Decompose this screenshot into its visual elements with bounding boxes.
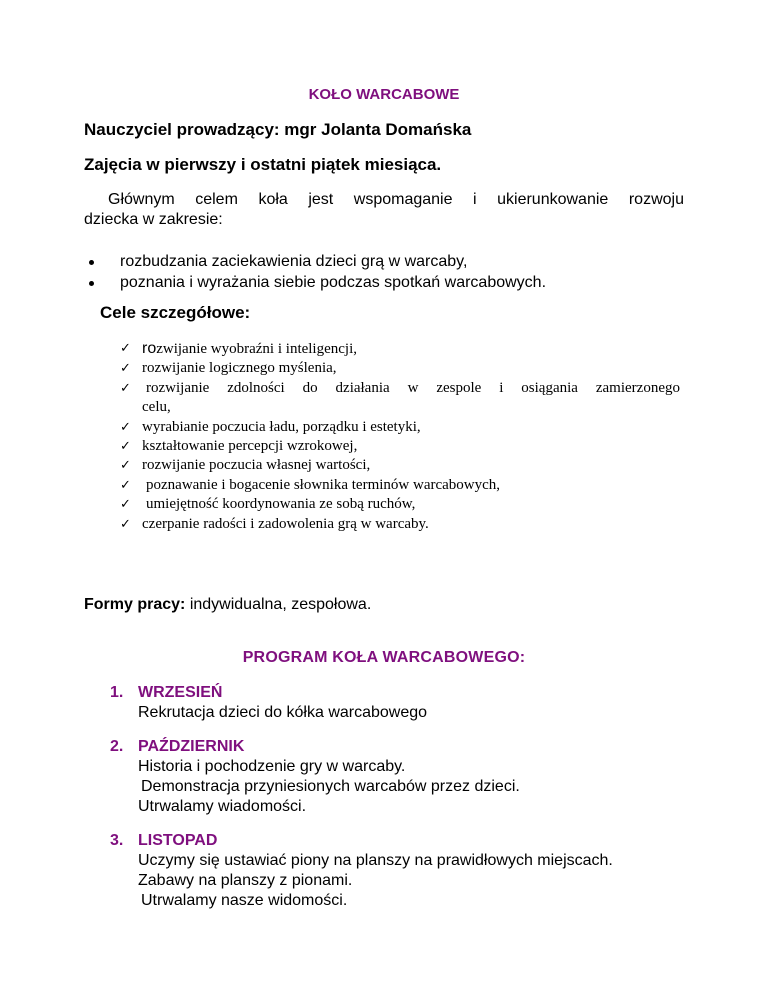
goal-item: ✓ rozwijanie poczucia własnej wartości, — [120, 456, 680, 475]
goal-item: ✓ czerpanie radości i zadowolenia grą w warcaby. — [120, 515, 680, 534]
month-line: Utrwalamy wiadomości. — [138, 798, 307, 815]
checkmark-icon: ✓ — [120, 458, 131, 474]
intro-word: jest — [308, 191, 334, 208]
month-line: Zabawy na planszy z pionami. — [138, 872, 353, 889]
month-section-september — [110, 683, 613, 723]
goal-item: ✓ rozwijanie zdolności do działania w zespole i osiągania zamierzonego celu, — [120, 379, 680, 416]
goal-item: ✓ rozwijanie wyobraźni i inteligencji, — [120, 340, 357, 357]
intro-word: wspomaganie — [353, 191, 453, 208]
intro-word: rozwoju — [628, 191, 684, 208]
program-title: PROGRAM KOŁA WARCABOWEGO: — [242, 649, 526, 666]
bullet-item: poznania i wyrażania siebie podczas spotkań warcabowych. — [84, 272, 546, 293]
intro-word: i — [473, 191, 477, 208]
month-list — [110, 683, 613, 925]
goal-item: ✓ umiejętność koordynowania ze sobą ruchów, — [120, 495, 680, 514]
month-heading: 1. WRZESIEŃ — [110, 684, 223, 701]
goals-heading: Cele szczegółowe: — [100, 303, 251, 322]
month-line: Historia i pochodzenie gry w warcaby. — [138, 758, 406, 775]
bullet-list — [84, 251, 546, 293]
intro-word: celem — [195, 191, 238, 208]
month-heading: 2. PAŹDZIERNIK — [110, 738, 245, 755]
goal-item: ✓ wyrabianie poczucia ładu, porządku i estetyki, — [120, 418, 680, 437]
goal-item: ✓ kształtowanie percepcji wzrokowej, — [120, 437, 680, 456]
checkmark-icon: ✓ — [120, 477, 131, 493]
schedule-line: Zajęcia w pierwszy i ostatni piątek miesiąca. — [84, 155, 442, 174]
month-line: Rekrutacja dzieci do kółka warcabowego — [138, 704, 428, 721]
intro-word: koła — [258, 191, 288, 208]
bullet-item: rozbudzania zaciekawienia dzieci grą w warcaby, — [84, 251, 546, 272]
intro-word: Głównym — [108, 191, 175, 208]
intro-word: ukierunkowanie — [497, 191, 609, 208]
month-section-october — [110, 737, 613, 817]
month-line: Uczymy się ustawiać piony na planszy na prawidłowych miejscach. — [138, 852, 613, 869]
work-forms-label: Formy pracy: — [84, 596, 186, 613]
goal-item-justified-line: rozwijanie zdolności do działania w zespole i osiągania zamierzonego — [146, 379, 680, 396]
month-line: Utrwalamy nasze widomości. — [141, 892, 348, 909]
checkmark-icon: ✓ — [120, 516, 131, 532]
intro-line-1 — [84, 190, 684, 210]
goal-item: ✓ rozwijanie logicznego myślenia, — [120, 359, 680, 378]
intro-paragraph — [84, 190, 684, 230]
checkmark-icon: ✓ — [120, 341, 131, 356]
work-forms-value: indywidualna, zespołowa. — [185, 596, 372, 613]
document-title: KOŁO WARCABOWE — [308, 86, 460, 103]
checkmark-icon: ✓ — [120, 361, 131, 377]
checkmark-icon: ✓ — [120, 439, 131, 455]
month-heading: 3. LISTOPAD — [110, 832, 218, 849]
intro-line-2: dziecka w zakresie: — [84, 211, 223, 228]
checkmark-icon: ✓ — [120, 380, 131, 396]
month-line: Demonstracja przyniesionych warcabów przez dzieci. — [141, 778, 520, 795]
goals-checklist — [120, 339, 680, 534]
checkmark-icon: ✓ — [120, 419, 131, 435]
teacher-line: Nauczyciel prowadzący: mgr Jolanta Domańska — [84, 120, 472, 139]
goal-item: ✓ poznawanie i bogacenie słownika terminów warcabowych, — [120, 476, 680, 495]
month-section-november — [110, 831, 613, 911]
work-forms-line — [84, 596, 371, 614]
checkmark-icon: ✓ — [120, 497, 131, 513]
